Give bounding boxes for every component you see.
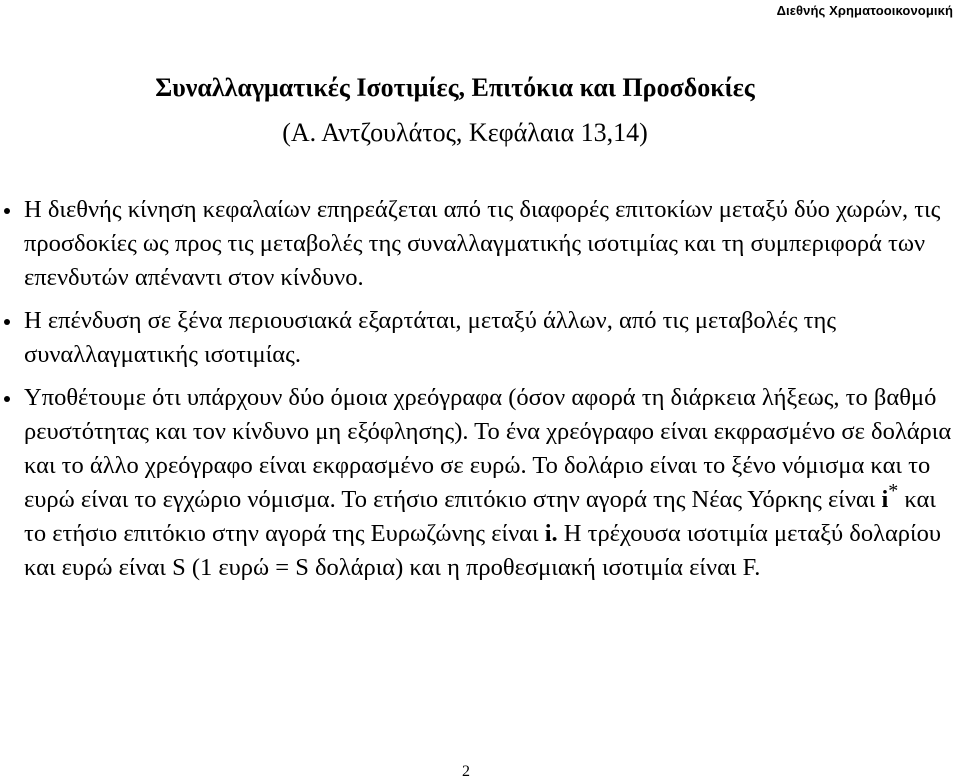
bullet-marker-icon (4, 319, 10, 325)
bullet-text-part3: Η τρέχουσα ισοτιμία μεταξύ δολαρίου και ευρώ είναι S (1 ευρώ = S δολάρια) και η προθεσμιακή ισοτιμία είναι F. (24, 520, 942, 581)
bullet-item-two-securities (0, 381, 960, 585)
bullet-list (0, 193, 960, 594)
bullet-text-part1: Υποθέτουμε ότι υπάρχουν δύο όμοια χρεόγραφα (όσον αφορά τη διάρκεια λήξεως, το βαθμό ρευστότητας και τον κίνδυνο μη εξόφλησης). Το ένα χρεόγραφο είναι εκφρασμένο σε δολάρια και το άλλο χρεόγραφο είναι εκφρασμένο σε ευρώ. Το δολάριο είναι το ξένο νόμισμα και το ευρώ είναι το εγχώριο νόμισμα. Το ετήσιο επιτόκιο στην αγορά της Νέας Υόρκης είναι (24, 384, 952, 513)
bullet-item-capital-flows (0, 193, 960, 295)
bullet-item-foreign-investment (0, 304, 960, 372)
page-title: Συναλλαγματικές Ισοτιμίες, Επιτόκια και Προσδοκίες (155, 73, 755, 102)
page-number: 2 (462, 763, 470, 780)
bullet-marker-icon (4, 396, 10, 402)
page-subtitle: (Α. Αντζουλάτος, Κεφάλαια 13,14) (282, 118, 648, 147)
bullet-text-part2: και το ετήσιο επιτόκιο στην αγορά της Ευρωζώνης είναι (24, 486, 936, 547)
domestic-rate-symbol: i. (544, 520, 558, 547)
course-header-label: Διεθνής Χρηματοοικονομική (776, 3, 953, 18)
bullet-text: Η επένδυση σε ξένα περιουσιακά εξαρτάται, μεταξύ άλλων, από τις μεταβολές της συναλλαγματικής ισοτιμίας. (24, 307, 837, 368)
foreign-rate-superscript: * (888, 480, 899, 502)
bullet-marker-icon (4, 208, 10, 214)
bullet-text: Η διεθνής κίνηση κεφαλαίων επηρεάζεται από τις διαφορές επιτοκίων μεταξύ δύο χωρών, τις προσδοκίες ως προς τις μεταβολές της συναλλαγματικής ισοτιμίας και τη συμπεριφορά των επενδυτών απέναντι στον κίνδυνο. (24, 196, 941, 291)
foreign-rate-symbol: i (881, 486, 889, 513)
